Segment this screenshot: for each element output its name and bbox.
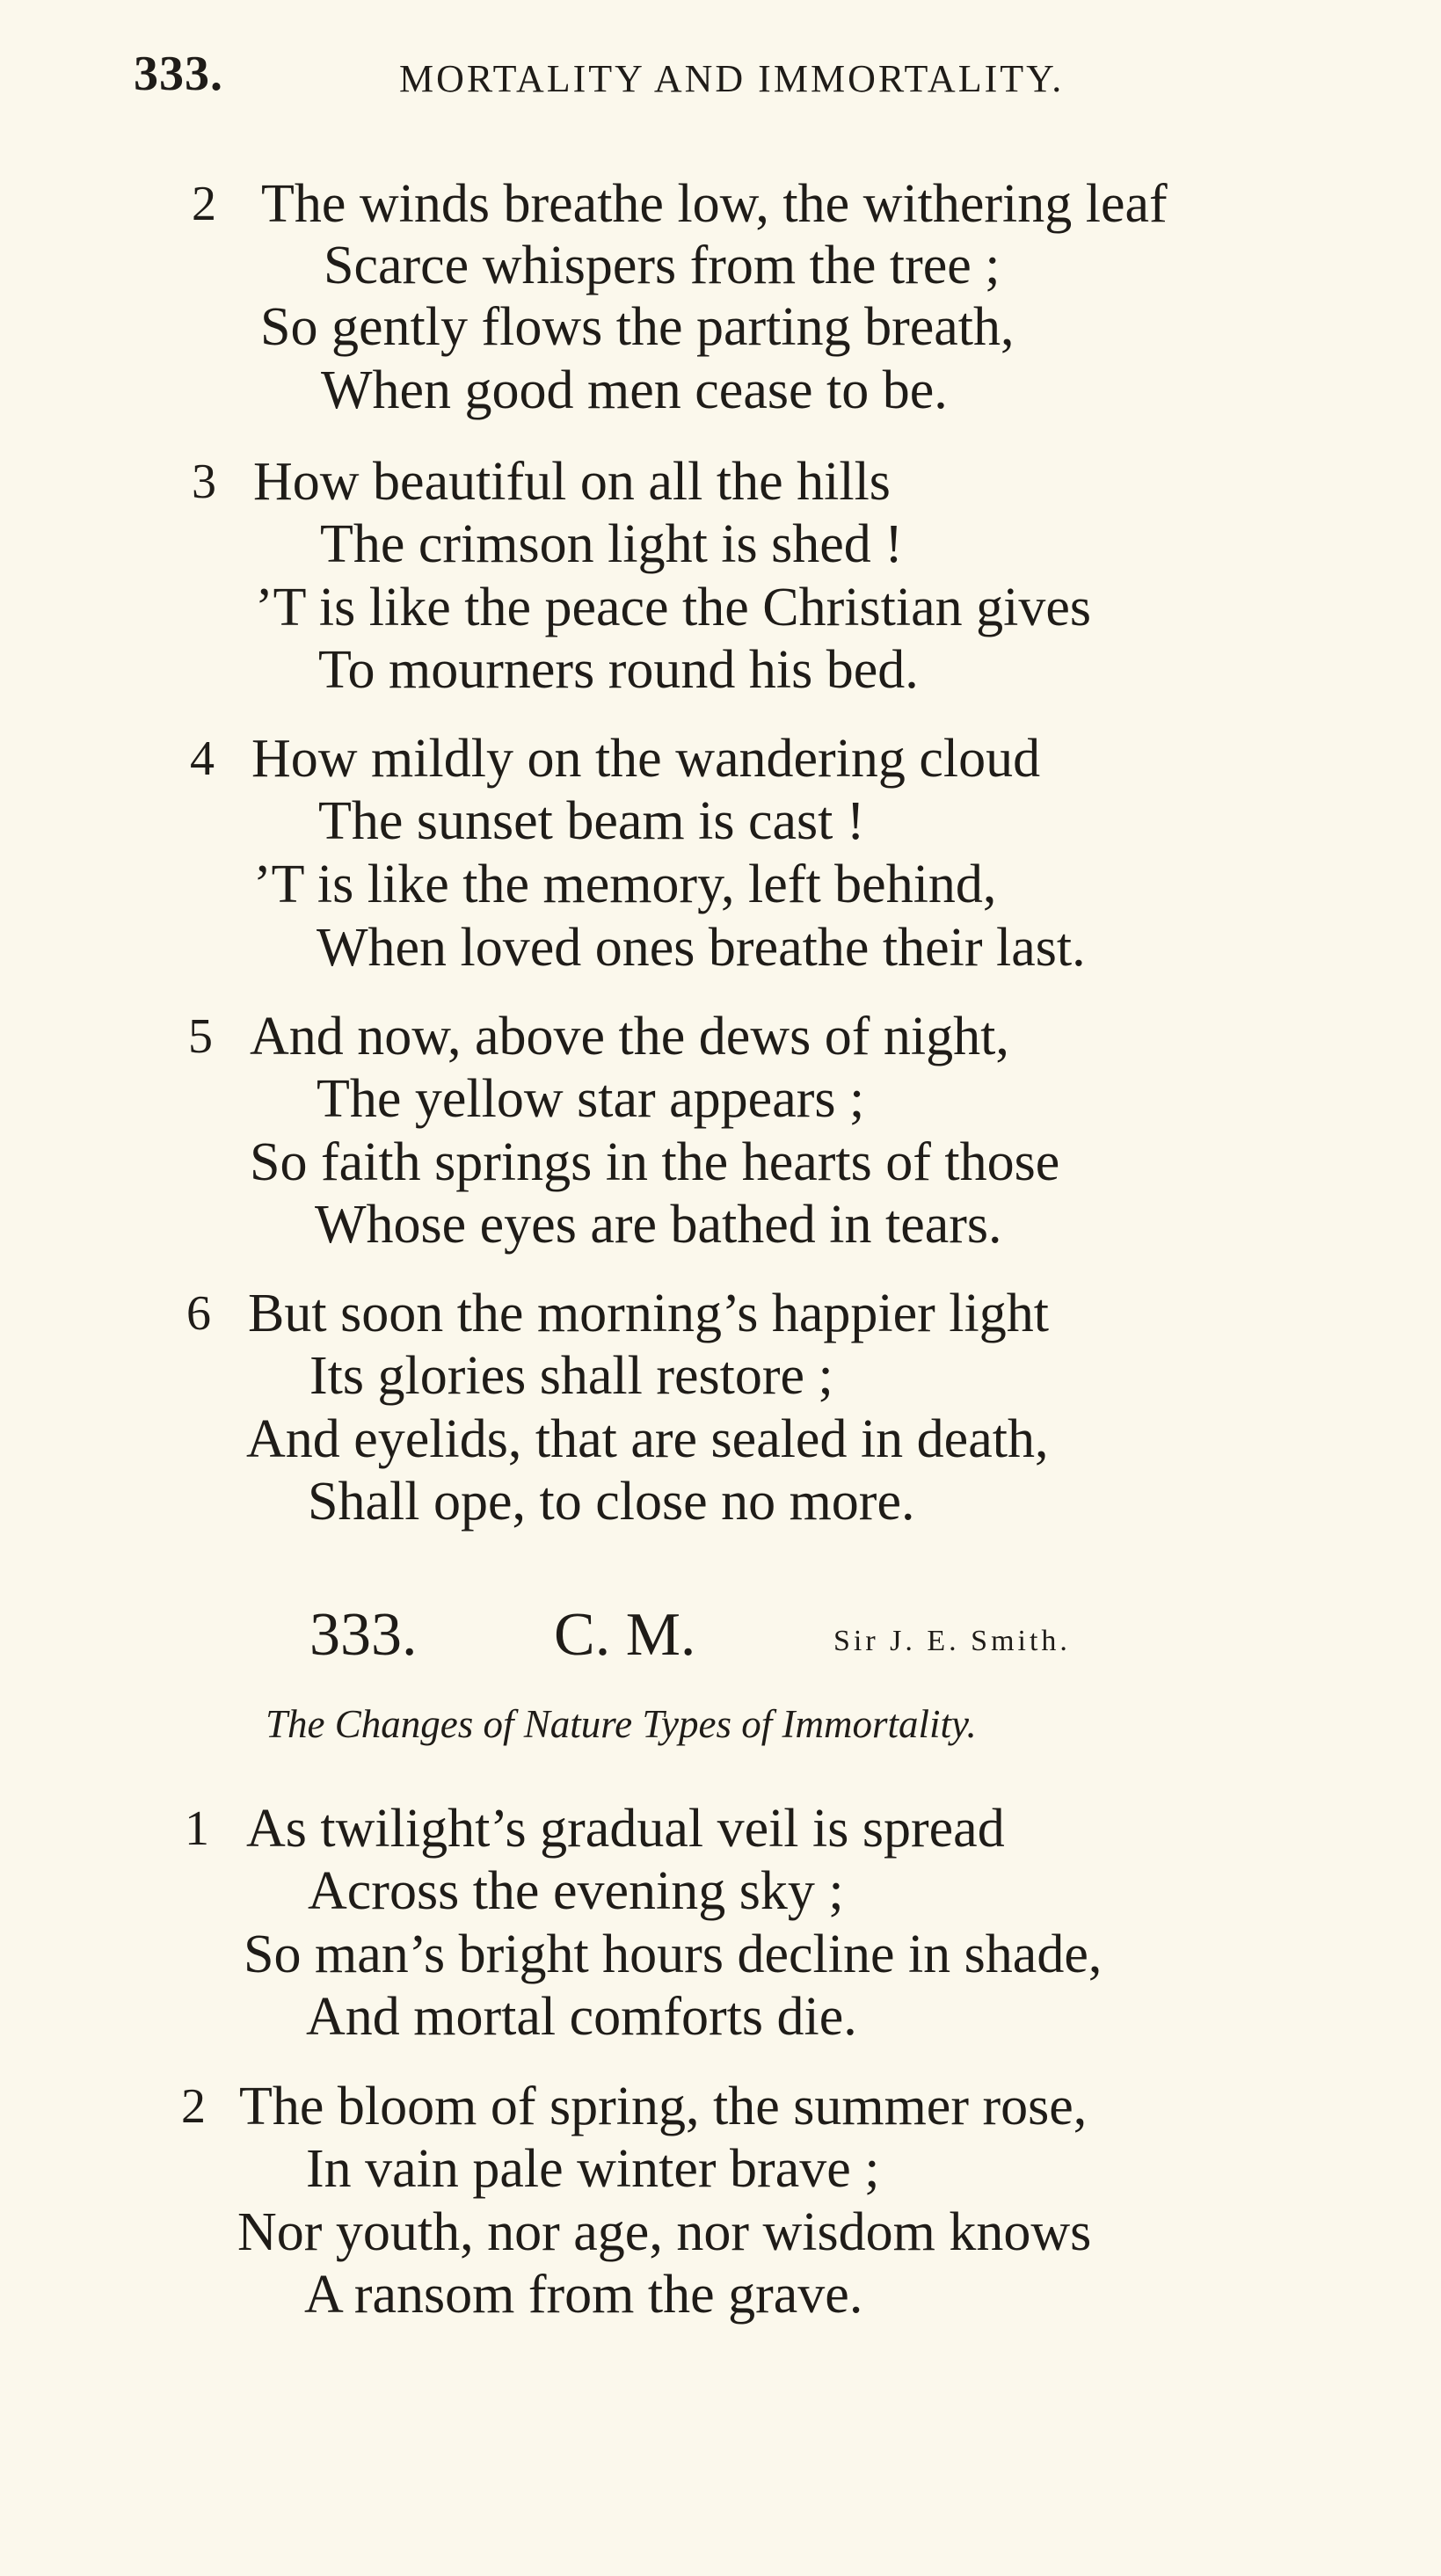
stanza-line: Shall ope, to close no more.	[308, 1472, 915, 1532]
stanza-line: So man’s bright hours decline in shade,	[244, 1925, 1103, 1984]
stanza-line: Nor youth, nor age, nor wisdom knows	[237, 2202, 1092, 2262]
stanza-line: So gently flows the parting breath,	[260, 297, 1015, 357]
page-header	[134, 46, 1189, 116]
stanza-line: ’T is like the memory, left behind,	[253, 855, 997, 914]
hymn-heading	[0, 1600, 1441, 1688]
stanza-line: The sunset beam is cast !	[318, 791, 865, 851]
stanza-line: The yellow star appears ;	[317, 1069, 865, 1129]
stanza-line: But soon the morning’s happier light	[248, 1284, 1049, 1343]
stanza-line: How mildly on the wandering cloud	[251, 729, 1041, 789]
running-title: MORTALITY AND IMMORTALITY.	[399, 57, 1065, 100]
stanza-line: Its glories shall restore ;	[309, 1346, 833, 1406]
verse-number: 4	[190, 731, 215, 786]
stanza-line: How beautiful on all the hills	[253, 452, 891, 512]
stanza-line: ’T is like the peace the Christian gives	[255, 578, 1091, 637]
stanza-line: The winds breathe low, the withering leaf	[261, 174, 1168, 234]
hymn-meter: C. M.	[554, 1601, 696, 1669]
stanza-line: Whose eyes are bathed in tears.	[315, 1195, 1002, 1255]
stanza-line: In vain pale winter brave ;	[306, 2139, 880, 2199]
verse-number: 5	[188, 1009, 213, 1064]
stanza-line: To mourners round his bed.	[318, 640, 919, 700]
verse-number: 6	[186, 1286, 211, 1341]
hymn-number: 333.	[309, 1601, 418, 1669]
verse-number: 3	[192, 455, 216, 509]
stanza-line: When loved ones breathe their last.	[317, 918, 1086, 978]
stanza-line: Scarce whispers from the tree ;	[324, 236, 1001, 295]
stanza-line: A ransom from the grave.	[304, 2265, 863, 2325]
stanza-line: The crimson light is shed !	[320, 514, 903, 574]
verse-number: 2	[192, 177, 216, 231]
hymn-author: Sir J. E. Smith.	[833, 1625, 1071, 1657]
hymn-title: The Changes of Nature Types of Immortality.	[266, 1702, 977, 1746]
stanza-line: As twilight’s gradual veil is spread	[246, 1799, 1005, 1859]
stanza-line: When good men cease to be.	[321, 360, 948, 420]
stanza-line: So faith springs in the hearts of those	[250, 1132, 1060, 1192]
verse-number: 1	[185, 1801, 209, 1856]
verse-number: 2	[181, 2079, 206, 2134]
stanza-line: And now, above the dews of night,	[250, 1007, 1009, 1066]
stanza-line: Across the evening sky ;	[308, 1861, 844, 1921]
stanza-line: And eyelids, that are sealed in death,	[246, 1409, 1049, 1469]
stanza-line: And mortal comforts die.	[306, 1987, 857, 2047]
page-number: 333.	[134, 47, 223, 101]
stanza-line: The bloom of spring, the summer rose,	[239, 2077, 1088, 2136]
